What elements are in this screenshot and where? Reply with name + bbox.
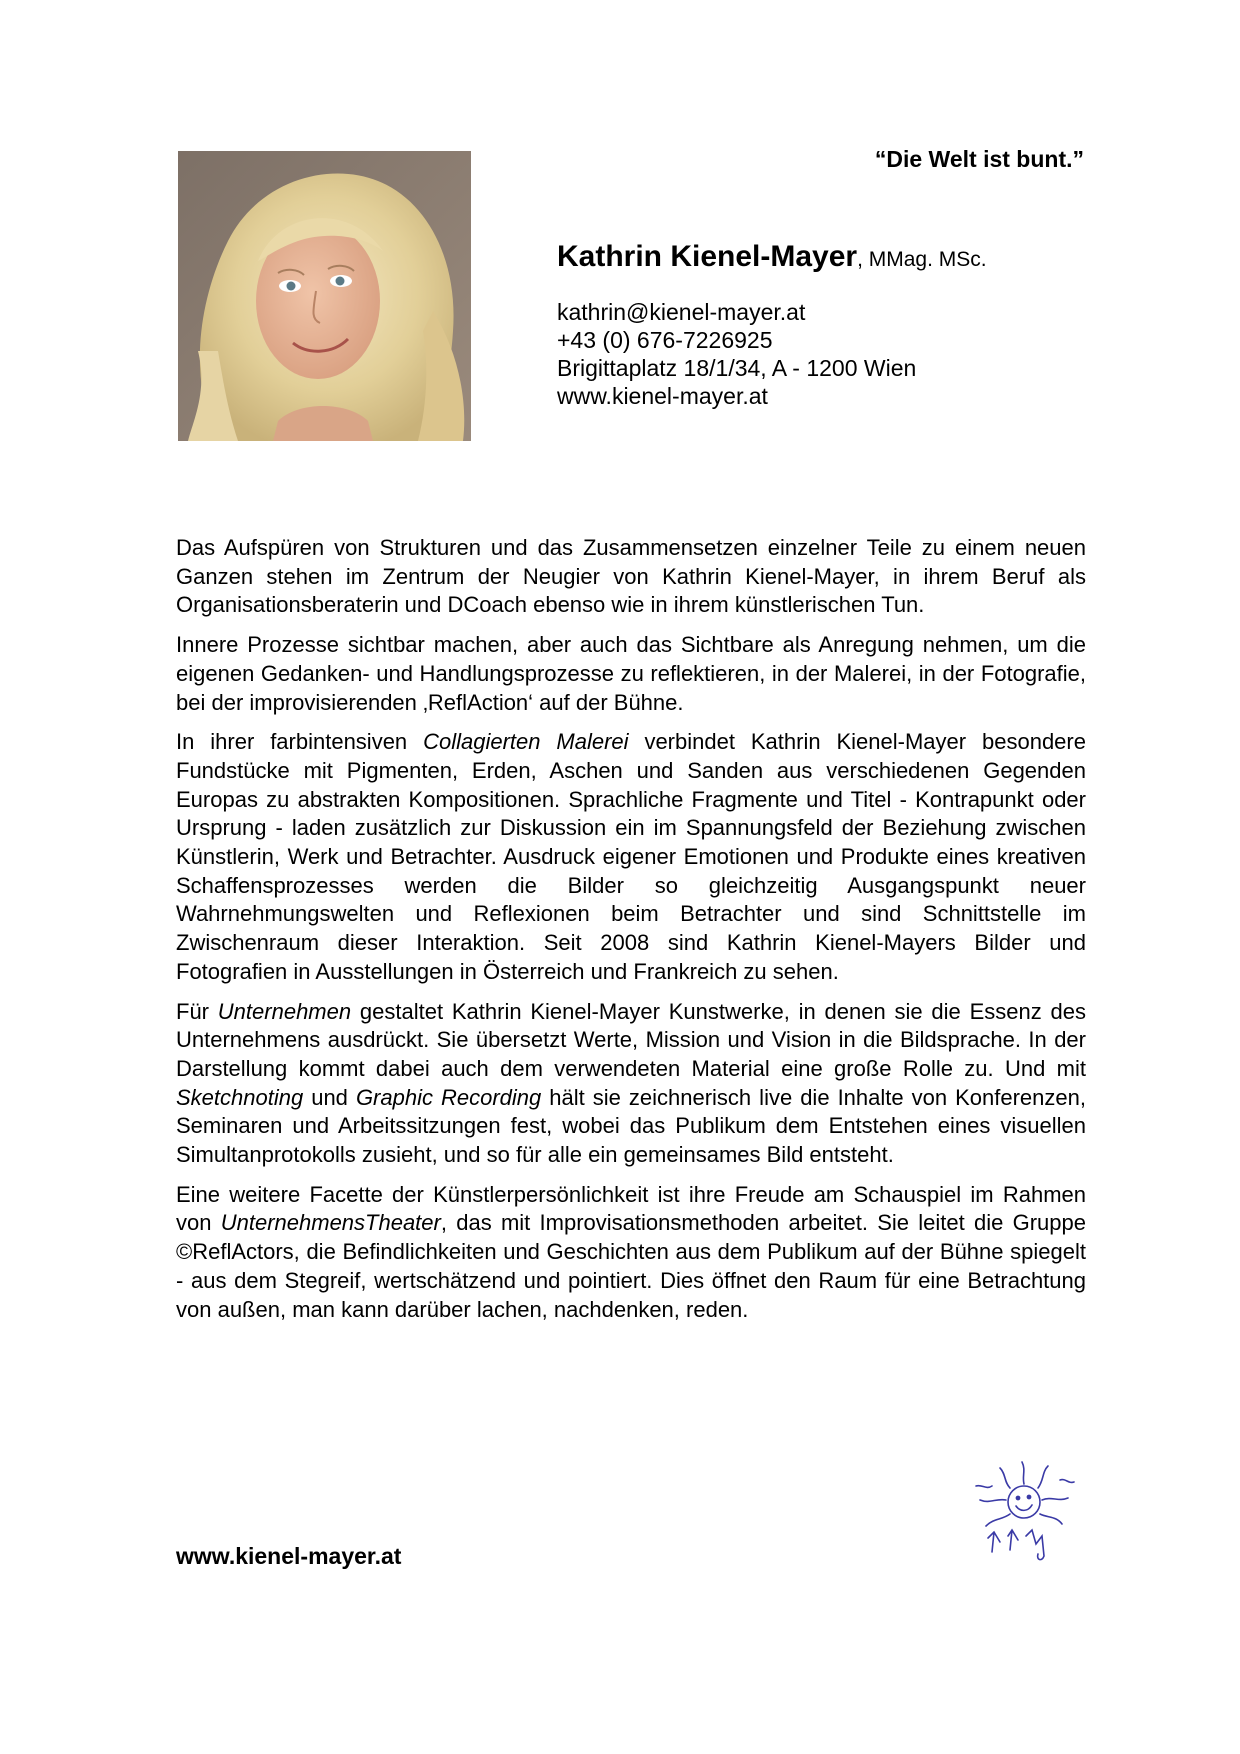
signature-doodle [962, 1456, 1080, 1564]
bio-paragraph-3 [176, 728, 1086, 986]
phone-number: +43 (0) 676-7226925 [557, 327, 773, 353]
bio-text: gestaltet Kathrin Kienel-Mayer Kunstwerke, in denen sie die Essenz des Unternehmens ausdrückt. Sie übersetzt Werte, Mission und Vision in die Bildsprache. In der Darstellung kommt dabei auch dem verwendeten Material eine große Rolle zu. Und mit [176, 998, 1086, 1081]
bio-paragraph-2: Innere Prozesse sichtbar machen, aber auch das Sichtbare als Anregung nehmen, um die eigenen Gedanken- und Handlungsprozesse zu reflektieren, in der Malerei, in der Fotografie, bei der improvisierenden ‚ReflAction‘ auf der Bühne. [176, 632, 1086, 715]
footer-website[interactable]: www.kienel-mayer.at [176, 1543, 402, 1569]
person-name: Kathrin Kienel-Mayer [557, 240, 858, 273]
email-link[interactable]: kathrin@kienel-mayer.at [557, 299, 806, 325]
bio-text: , das mit Improvisationsmethoden arbeitet. Sie leitet die Gruppe ©ReflActors, die Befindlichkeiten und Geschichten aus dem Publikum auf der Bühne spiegelt - aus dem Stegreif, wertschätzend und pointiert. Dies öffnet den Raum für eine Betrachtung von außen, man kann darüber lachen, nachdenken, reden. [176, 1210, 1086, 1322]
portrait-image [178, 151, 471, 441]
bio-paragraph-1: Das Aufspüren von Strukturen und das Zusammensetzen einzelner Teile zu einem neuen Ganzen stehen im Zentrum der Neugier von Kathrin Kienel-Mayer, in ihrem Beruf als Organisationsberaterin und DCoach ebenso wie in ihrem künstlerischen Tun. [176, 535, 1086, 618]
bio-text: Eine weitere Facette der Künstlerpersönlichkeit ist ihre Freude am Schauspiel im Rahmen von [176, 1181, 1086, 1236]
bio-emphasis: Graphic Recording [355, 1084, 542, 1110]
contact-block [557, 240, 1097, 410]
postal-address: Brigittaplatz 18/1/34, A - 1200 Wien [557, 355, 917, 381]
person-titles: , MMag. MSc. [857, 248, 987, 271]
bio-emphasis: UnternehmensTheater [220, 1210, 441, 1236]
smiley-sun-icon [962, 1456, 1080, 1564]
bio-text: hält sie zeichnerisch live die Inhalte von Konferenzen, Seminaren und Arbeitssitzungen fest, wobei das Publikum dem Entstehen eines visuellen Simultanprotokolls zusieht, und so für alle ein gemeinsames Bild entsteht. [176, 1084, 1086, 1168]
name-line [557, 240, 1097, 274]
bio-text: und [303, 1084, 356, 1110]
biography [176, 534, 1086, 1335]
bio-text: Für [176, 998, 218, 1024]
bio-emphasis: Collagierten Malerei [423, 729, 629, 755]
bio-text: In ihrer farbintensiven [176, 729, 424, 755]
bio-emphasis: Unternehmen [217, 998, 352, 1024]
motto-quote: “Die Welt ist bunt.” [874, 146, 1084, 172]
bio-text: verbindet Kathrin Kienel-Mayer besondere Fundstücke mit Pigmenten, Erden, Aschen und Sanden aus verschiedenen Gegenden Europas zu abstrakten Kompositionen. Sprachliche Fragmente und Titel - Kontrapunkt oder Ursprung - laden zusätzlich zur Diskussion ein im Spannungsfeld der Beziehung zwischen Künstlerin, Werk und Betrachter. Ausdruck eigener Emotionen und Produkte eines kreativen Schaffensprozesses werden die Bilder so gleichzeitig Ausgangspunkt neuer Wahrnehmungswelten und Reflexionen beim Betrachter und sind Schnittstelle im Zwischenraum dieser Interaktion. Seit 2008 sind Kathrin Kienel-Mayers Bilder und Fotografien in Ausstellungen in Österreich und Frankreich zu sehen. [176, 729, 1086, 984]
website-link[interactable]: www.kienel-mayer.at [557, 383, 768, 409]
portrait-photo [178, 151, 471, 441]
bio-paragraph-4 [176, 998, 1086, 1170]
bio-emphasis: Sketchnoting [176, 1084, 304, 1110]
bio-paragraph-5 [176, 1181, 1086, 1325]
